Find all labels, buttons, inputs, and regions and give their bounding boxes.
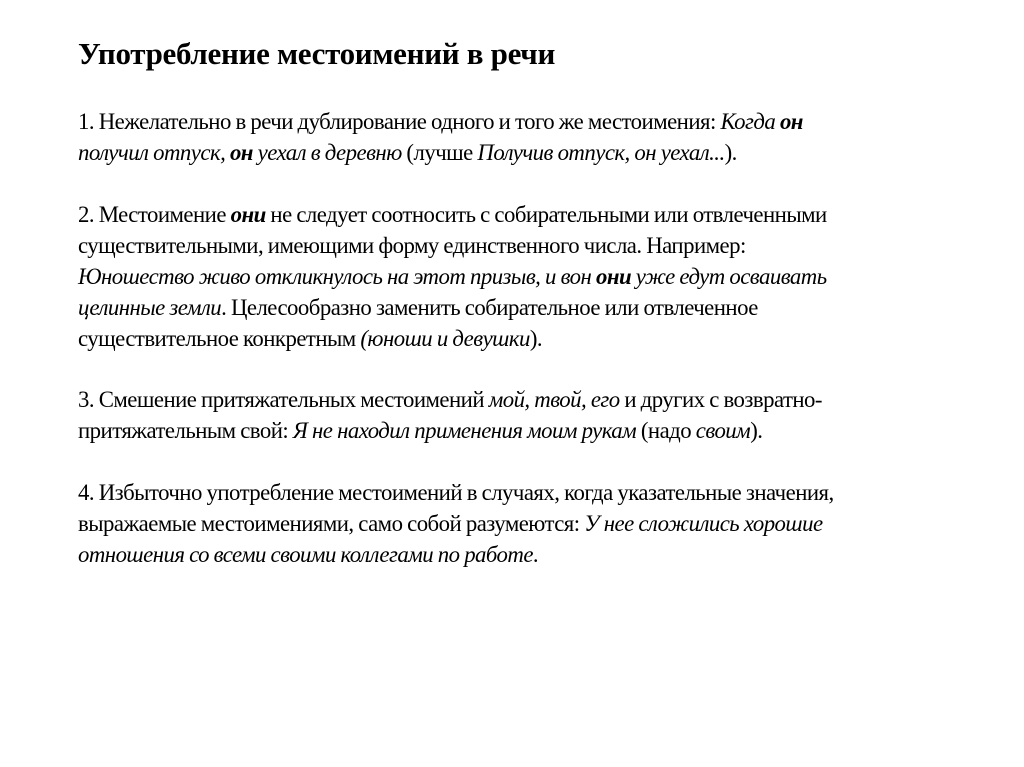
rule-paragraph-3 [78,385,822,447]
example-text: уже едут осваивать [631,264,827,290]
text-segment: 4. Избыточно употребление местоимений в случаях, когда указательные значения, [78,480,834,506]
paragraph-line [78,262,827,293]
text-segment: . [532,542,539,568]
paragraph-line [78,416,822,447]
paragraph-line [78,509,834,540]
paragraph-line [78,324,827,355]
slide-title: Употребление местоимений в речи [78,36,556,71]
rule-paragraph-1 [78,107,803,169]
example-text: Я не находил применения моим рукам [292,418,637,444]
text-segment: и других с возвратно- [619,387,822,413]
text-segment: ). [750,418,763,444]
text-segment: ). [724,140,737,166]
paragraph-line [78,385,822,416]
rule-paragraph-2 [78,200,827,355]
paragraph-line [78,478,834,509]
paragraph-line [78,540,834,571]
text-segment: (лучше [401,140,478,166]
text-segment: притяжательным свой: [78,418,293,444]
rule-paragraph-4 [78,478,834,571]
paragraph-line [78,107,803,138]
example-text: целинные земли [78,295,222,321]
example-text: мой, твой, его [488,387,620,413]
example-text: своим [695,418,751,444]
text-segment: 3. Смешение притяжательных местоимений [78,387,489,413]
paragraph-line [78,293,827,324]
example-text: Юношество живо откликнулось на этот призыв, и вон [78,264,596,290]
text-segment: (надо [636,418,696,444]
emphasized-pronoun: он [779,109,803,135]
example-text: У нее сложились хорошие [584,511,823,537]
text-segment: существительными, имеющими форму единственного числа. Например: [78,233,746,259]
example-text: Когда [720,109,780,135]
paragraph-line [78,138,803,169]
example-text: уехал в деревню [252,140,402,166]
text-segment: 2. Местоимение [78,202,231,228]
emphasized-pronoun: он [229,140,253,166]
example-text: отношения со всеми своими коллегами по работе [78,542,533,568]
text-segment: ). [529,326,543,352]
text-segment: не следует соотносить с собирательными или отвлеченными [265,202,827,228]
emphasized-pronoun: они [230,202,266,228]
example-text: получил отпуск, [78,140,230,166]
text-segment: существительное конкретным [78,326,361,352]
emphasized-pronoun: они [595,264,632,290]
text-segment: . Целесообразно заменить собирательное или отвлеченное [221,295,758,321]
paragraph-line [78,231,827,262]
example-text: (юноши и девушки [360,326,530,352]
text-segment: 1. Нежелательно в речи дублирование одного и того же местоимения: [78,109,721,135]
example-text: Получив отпуск, он уехал... [477,140,725,166]
text-segment: выражаемые местоимениями, само собой разумеются: [78,511,585,537]
paragraph-line [78,200,827,231]
